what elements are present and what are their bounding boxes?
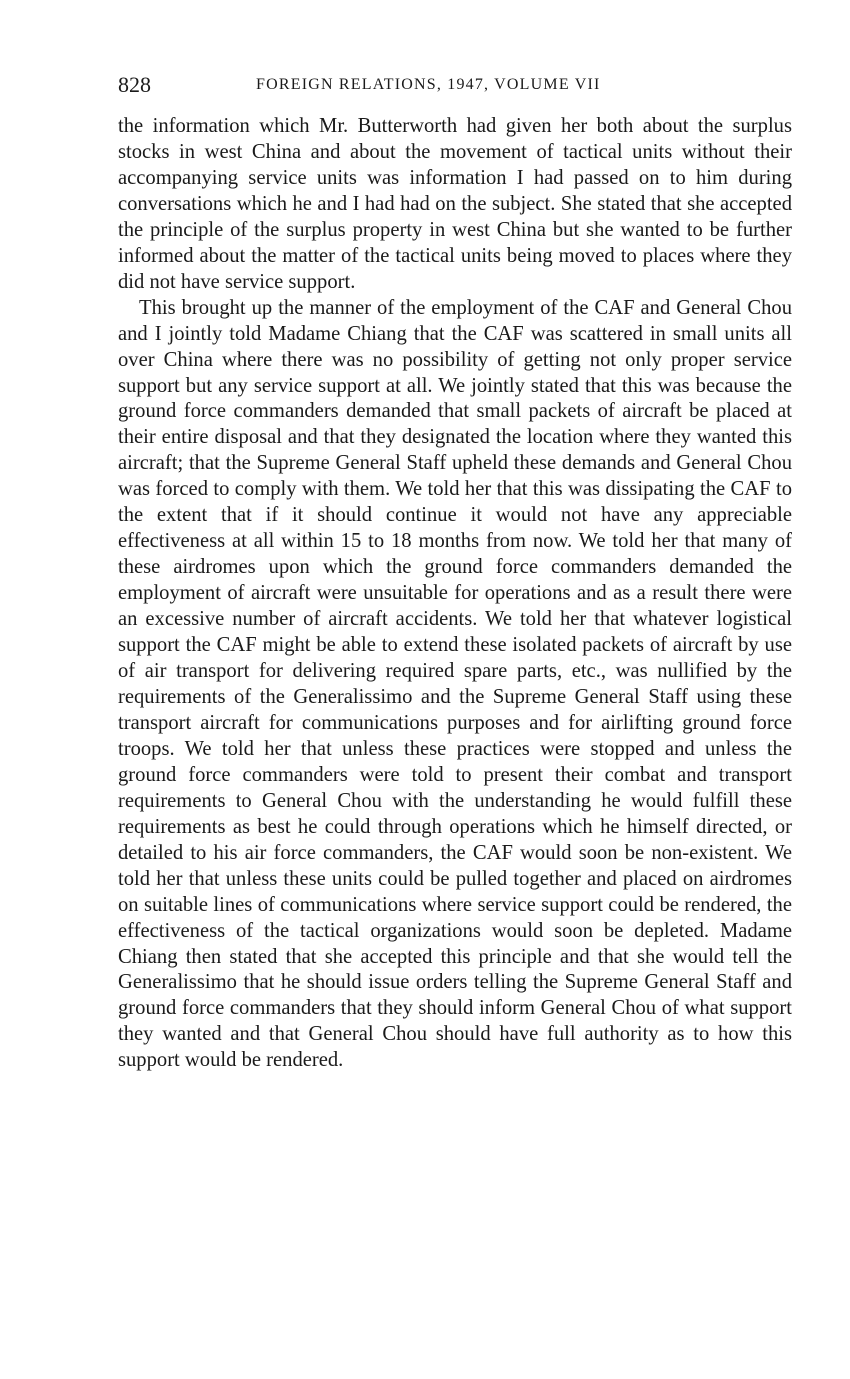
- running-title: FOREIGN RELATIONS, 1947, VOLUME VII: [256, 76, 601, 93]
- page-number: 828: [118, 72, 151, 97]
- paragraph-continued: the information which Mr. Butterworth had given her both about the surplus stocks in west China and about the movement of tactical units without their accompanying service units was information I had passed on to him during conversations which he and I had had on the subject. She stated that she accepted the principle of the surplus property in west China but she wanted to be further informed about the matter of the tactical units being moved to places where they did not have service support.: [118, 115, 792, 293]
- body-text: [118, 114, 792, 1074]
- running-head: [118, 70, 792, 100]
- document-page: [118, 70, 792, 1074]
- paragraph: This brought up the manner of the employment of the CAF and General Chou and I jointly told Madame Chiang that the CAF was scattered in small units all over China where there was no possibility of getting not only proper service support but any service support at all. We jointly stated that this was because the ground force commanders demanded that small packets of aircraft be placed at their entire disposal and that they designated the location where they wanted this aircraft; that the Supreme General Staff upheld these demands and General Chou was forced to comply with them. We told her that this was dissipating the CAF to the extent that if it should continue it would not have any appreciable effectiveness at all within 15 to 18 months from now. We told her that many of these airdromes upon which the ground force commanders demanded the employment of aircraft were unsuitable for operations and as a result there were an excessive number of aircraft accidents. We told her that whatever logistical support the CAF might be able to extend these isolated packets of aircraft by use of air transport for delivering required spare parts, etc., was nullified by the requirements of the Generalissimo and the Supreme General Staff using these transport aircraft for communications purposes and for airlifting ground force troops. We told her that unless these practices were stopped and unless the ground force commanders were told to present their combat and transport requirements to General Chou with the understanding he would fulfill these requirements as best he could through operations which he himself directed, or detailed to his air force commanders, the CAF would soon be non-existent. We told her that unless these units could be pulled together and placed on airdromes on suitable lines of communications where service support could be rendered, the effectiveness of the tactical organizations would soon be depleted. Madame Chiang then stated that she accepted this principle and that she would tell the Generalissimo that he should issue orders telling the Supreme General Staff and ground force commanders that they should inform General Chou of what support they wanted and that General Chou should have full authority as to how this support would be rendered.: [118, 296, 792, 1072]
